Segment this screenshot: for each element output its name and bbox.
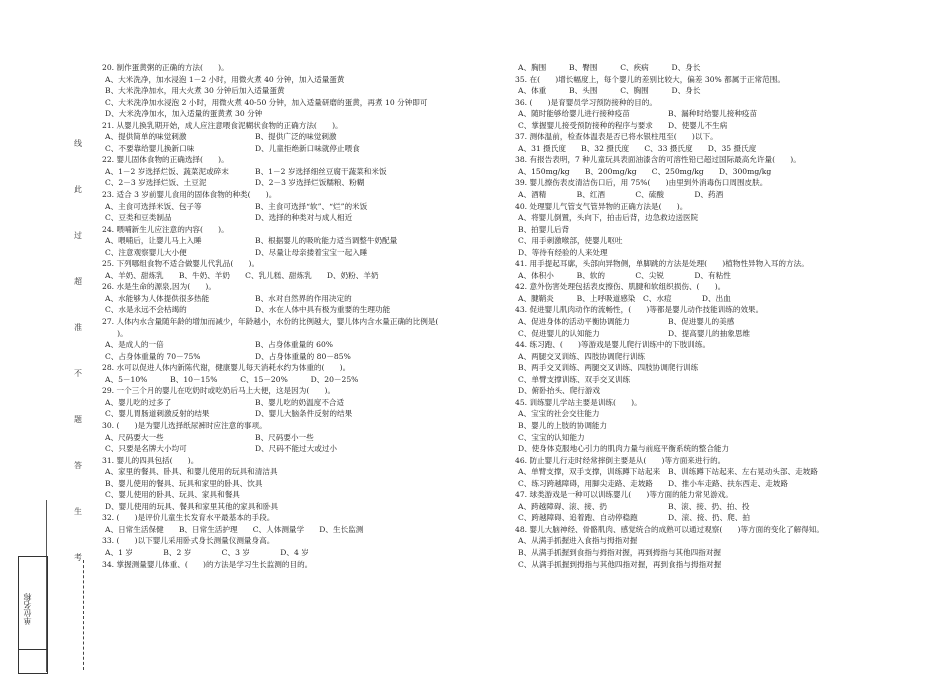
option-text: A、喂哺后，让婴儿马上入睡	[105, 236, 202, 246]
option-line: D、等待有经验的人来处理	[518, 247, 608, 257]
option-row	[515, 466, 895, 478]
option-row	[102, 443, 482, 455]
option-text: D、使婴儿不生病	[668, 120, 728, 130]
option-text: B、水对自然界的作用决定的	[255, 293, 352, 303]
cut-char: 答	[74, 461, 82, 470]
option-row	[515, 478, 895, 490]
question-line: 24. 喂哺新生儿应注意的内容( )。	[102, 224, 229, 234]
option-line: A、腱鞘炎 B、上呼吸道感染 C、水痘 D、出血	[518, 293, 731, 303]
option-row	[102, 131, 482, 143]
option-text: B、1－2 岁选择细丝豆腐干蔬菜和米饭	[255, 166, 387, 176]
option-line: A、胸围 B、臀围 C、疾病 D、身长	[518, 63, 701, 72]
option-text: D、推小车走路、扶东西走、走坡路	[668, 478, 788, 488]
option-line: A、1 岁 B、2 岁 C、3 岁 D、4 岁	[105, 547, 309, 557]
option-row	[102, 247, 482, 259]
box-divider	[19, 649, 47, 650]
option-line: B、婴儿的上肢的协调能力	[518, 420, 608, 430]
unit-name-box	[18, 556, 48, 674]
question-line: 44. 练习跑、( )等游戏是婴儿爬行训练中的下肢训练。	[515, 340, 711, 350]
option-line: A、将婴儿倒置，头向下，拍击后背，边急救边送医院	[518, 213, 699, 223]
option-row	[102, 339, 482, 351]
option-text: B、占身体重量的 60%	[255, 340, 334, 350]
option-text: C、只要是名牌大小均可	[105, 444, 187, 454]
option-text: D、儿童拒绝新口味就停止喂食	[255, 143, 360, 153]
option-text: A、随时能够给婴儿进行接种疫苗	[518, 109, 630, 119]
option-text: B、婴儿吃的奶温度不合适	[255, 397, 345, 407]
option-line: A、150mg/kg B、200mg/kg C、250mg/kg D、300mg/kg	[518, 166, 772, 176]
option-line: B、两手交叉训练、两腿交叉训练、四肢协调爬行训练	[518, 363, 699, 373]
question-line: 36. ( )是育婴员学习预防接种的目的。	[515, 97, 657, 107]
question-line: 38. 有报告表明，7 种儿童玩具表面油漆含的可溶性铅已超过国际最高允许量( )。	[515, 155, 801, 165]
option-text: B、滚、接、扔、拍、投	[668, 501, 750, 511]
question-line: 23. 适合 3 岁前婴儿食用的固体食物的种类( )。	[102, 190, 277, 200]
option-line: A、家里的餐具、卧具、和婴儿使用的玩具和清洁具	[105, 467, 278, 477]
option-line: B、从满手抓握到食指与拇指对握，再到拇指与其他四指对握	[518, 547, 722, 557]
option-line: D、大米洗净加水，加入适量的蛋黄煮 30 分钟	[105, 109, 263, 119]
option-line: A、体积小 B、软的 C、尖锐 D、有粘性	[518, 270, 731, 280]
option-line: A、日常生活保健 B、日常生活护理 C、人体测量学 D、生长监测	[105, 524, 364, 534]
option-text: A、促进身体的活动平衡协调能力	[518, 317, 630, 327]
option-row	[102, 235, 482, 247]
option-line: A、体重 B、头围 C、胸围 D、身长	[518, 86, 701, 96]
option-text: A、尺码要大一些	[105, 432, 164, 442]
cut-char: 不	[74, 369, 82, 378]
option-text: C、促进婴儿的认知能力	[518, 328, 600, 338]
option-text: D、提高婴儿的抽象思维	[668, 328, 751, 338]
question-line: 30. ( )是为婴儿选择纸尿裤时应注意的事项。	[102, 420, 267, 430]
option-line: C、宝宝的认知能力	[518, 432, 585, 442]
option-row	[102, 304, 482, 316]
option-row	[102, 397, 482, 409]
question-line: 22. 婴儿固体食物的正确选择( )。	[102, 155, 229, 165]
option-row	[515, 501, 895, 513]
option-text: C、占身体重量的 70－75%	[105, 351, 201, 361]
option-text: D、尽量让母亲搂着宝宝一起入睡	[255, 247, 368, 257]
option-text: A、跨越障碍、滚、接、扔	[518, 501, 608, 511]
option-line: A、31 摄氏度 B、32 摄氏度 C、33 摄氏度 D、35 摄氏度	[518, 143, 757, 153]
option-text: A、婴儿吃的过多了	[105, 397, 172, 407]
option-text: B、训练蹲下站起来、左右晃动头部、走坡路	[668, 467, 818, 477]
option-row	[515, 316, 895, 328]
option-row	[515, 120, 895, 132]
option-line: A、宝宝的社会交往能力	[518, 409, 600, 419]
option-line: A、5－10% B、10－15% C、15－20% D、20－25%	[105, 374, 359, 384]
option-text: C、掌握婴儿接受预防接种的程序与要求	[518, 120, 653, 130]
option-line: A、两腿交叉训练、四肢协调爬行训练	[518, 351, 645, 361]
option-row	[515, 108, 895, 120]
option-text: B、主食可选择“软”、“烂”的米饭	[255, 201, 368, 211]
option-line: C、从满手抓握到拇指与其他四指对握，再到食指与拇指对握	[518, 559, 722, 569]
option-row	[102, 293, 482, 305]
option-line: A、酒精 B、红酒 C、硫酸 D、药酒	[518, 190, 724, 200]
option-line: D、俯卧抬头、爬行游戏	[518, 386, 601, 396]
question-line: 29. 一个三个月的婴儿在吃奶时或吃奶后马上大便，这是因为( )。	[102, 386, 336, 396]
question-line: 21. 从婴儿换乳期开始，成人应注意喂食泥糊状食物的正确方法( )。	[102, 120, 343, 130]
option-row	[102, 212, 482, 224]
option-text: D、2－3 岁选择烂饭糯粮、粉糊	[255, 178, 365, 188]
option-text: C、不要靠给婴儿换新口味	[105, 143, 195, 153]
option-line: D、婴儿使用的玩具、餐具和家里其他的家具和卧具	[105, 501, 279, 511]
question-line: 37. 测体温前，检查体温表是否已将水银柱甩至( )以下。	[515, 132, 718, 142]
option-text: B、提供广泛的味觉刺激	[255, 132, 337, 142]
question-line: 34. 掌握测量婴儿体重、( )的方法是学习生长监测的目的。	[102, 559, 313, 569]
option-text: D、水在人体中具有极为重要的生理功能	[255, 305, 391, 315]
option-row	[102, 166, 482, 178]
option-text: B、根据婴儿的吸吮能力适当调整牛奶配量	[255, 236, 398, 246]
option-line: A、羊奶、甜炼乳 B、牛奶、羊奶 C、乳儿糕、甜炼乳 D、奶粉、羊奶	[105, 270, 379, 280]
option-row	[102, 177, 482, 189]
unit-name-label: 单位名称	[23, 593, 32, 625]
option-text: D、占身体重量的 80－85%	[255, 351, 351, 361]
option-text: C、2－3 岁选择烂饭、土豆泥	[105, 178, 207, 188]
option-text: C、跨越障碍、追着跑、自动停稳跑	[518, 513, 638, 523]
cut-char: 题	[74, 415, 82, 424]
option-line: B、婴儿使用的餐具、玩具和家里的卧具、饮具	[105, 478, 263, 488]
question-line: 40. 处理婴儿气管支气管异物的正确方法是( )。	[515, 201, 688, 211]
cut-char: 准	[74, 323, 82, 332]
option-line: B、拍婴儿后背	[518, 224, 570, 234]
question-line: 45. 训练婴儿学站主要是训练( )。	[515, 397, 642, 407]
question-line: 31. 婴儿的四具包括( )。	[102, 455, 199, 465]
question-line: 28. 水可以促进人体内新陈代谢，健康婴儿每天消耗水约为体重的( )。	[102, 363, 351, 373]
option-text: B、促进婴儿的美感	[668, 317, 735, 327]
cut-dashed-line	[83, 560, 84, 670]
question-line: 43. 促进婴儿肌肉动作的流畅性，( )等都是婴儿动作技能训练的效果。	[515, 305, 764, 315]
option-text: C、豆类和豆类制品	[105, 213, 172, 223]
option-text: A、1－2 岁选择烂饭、蔬菜泥或碎末	[105, 166, 229, 176]
option-text: A、单臂支撑，双手支撑，训练蹲下站起来	[518, 467, 661, 477]
question-line: 35. 在( )增长幅度上，每个婴儿的差别比较大，偏差 30% 都属于正常范围。	[515, 74, 785, 84]
option-line: C、婴儿使用的卧具、玩具、家具和餐具	[105, 490, 240, 500]
question-line: 25. 下列哪组食物不适合做婴儿代乳品( )。	[102, 259, 260, 269]
question-line: 20. 制作蛋黄粥的正确的方法( )。	[102, 63, 229, 72]
option-text: B、漏种时给婴儿接种疫苗	[668, 109, 758, 119]
option-text: B、尺码要小一些	[255, 432, 314, 442]
option-text: A、提供简单的味觉刺激	[105, 132, 187, 142]
cut-char: 考	[74, 553, 82, 562]
option-text: D、尺码不能过大或过小	[255, 444, 338, 454]
option-text: A、主食可选择米饭、包子等	[105, 201, 202, 211]
question-line: 27. 人体内水含量随年龄的增加而减少，年龄越小，水份的比例越大，婴儿体内含水量正确的比例是(	[102, 317, 439, 327]
option-row	[102, 143, 482, 155]
option-text: C、婴儿胃肠道刺激反射的结果	[105, 409, 210, 419]
option-line: B、大米洗净加水，用大火煮 30 分钟后加入适量蛋黄	[105, 86, 285, 96]
option-text: D、婴儿大脑条件反射的结果	[255, 409, 353, 419]
option-line: C、大米洗净加水浸泡 2 小时，用微火煮 40-50 分钟，加入适量研磨的蛋黄，再煮 10 分钟即可	[105, 97, 428, 107]
option-line: A、大米洗净，加水浸泡 1－2 小时，用微火煮 40 分钟，加入适量蛋黄	[105, 74, 345, 84]
option-row	[515, 328, 895, 340]
cut-char: 超	[74, 277, 82, 286]
option-line: C、用手刺激喉部，使婴儿呕吐	[518, 236, 623, 246]
option-line: D、使身体克服地心引力的肌肉力量与前庭平衡系统的整合能力	[518, 444, 730, 454]
cut-char: 生	[74, 507, 82, 516]
option-line: A、从满手抓握进入食指与拇指对握	[518, 536, 638, 546]
option-row	[102, 201, 482, 213]
question-line: 47. 球类游戏是一种可以训练婴儿( )等方面的能力常见游戏。	[515, 490, 733, 500]
cut-line-margin	[64, 0, 84, 672]
question-line: 33. ( )以下婴儿采用卧式身长测量仪测量身高。	[102, 536, 275, 546]
option-row	[102, 408, 482, 420]
option-text: D、选择的种类对与成人相近	[255, 213, 353, 223]
option-row	[102, 432, 482, 444]
left-question-column	[102, 62, 482, 570]
question-line: 39. 婴儿擦伤表皮清洁伤口后，用 75%( )由里到外消毒伤口周围皮肤。	[515, 178, 768, 188]
option-text: D、滚、接、扔、爬、拍	[668, 513, 751, 523]
right-question-column	[515, 62, 895, 570]
cut-char: 线	[74, 139, 82, 148]
question-line: 26. 水是生命的源泉,因为( )。	[102, 282, 216, 292]
question-line: 42. 意外伤害处理包括表皮擦伤、肌腱和软组织损伤、( )。	[515, 282, 726, 292]
option-row	[102, 351, 482, 363]
cut-char: 过	[74, 231, 82, 240]
question-line: 32. ( )是评价儿童生长发育水平最基本的手段。	[102, 513, 275, 523]
option-text: C、水是永远不会枯竭的	[105, 305, 187, 315]
option-row	[515, 512, 895, 524]
question-line: 46. 防止婴儿行走时经常摔倒主要是从( )等方面来进行的。	[515, 455, 726, 465]
question-line: 41. 用手提起耳廓，头部向异物侧，单脚跳的方法是处理( )植物性异物入耳的方法。	[515, 259, 809, 269]
option-text: C、练习跨越障碍，用脚尖走路、走坡路	[518, 478, 653, 488]
question-line: )。	[102, 328, 128, 338]
question-line: 48. 婴儿大脑神经、骨骼肌肉、感觉统合的成熟可以通过观察( )等方面的变化了解得知。	[515, 524, 824, 534]
cut-char: 此	[74, 185, 82, 194]
option-text: C、注意观察婴儿大小便	[105, 247, 187, 257]
option-text: A、水能够为人体提供很多热能	[105, 293, 210, 303]
option-line: C、单臂支撑训练、双手交叉训练	[518, 374, 631, 384]
option-text: A、是成人的一倍	[105, 340, 164, 350]
